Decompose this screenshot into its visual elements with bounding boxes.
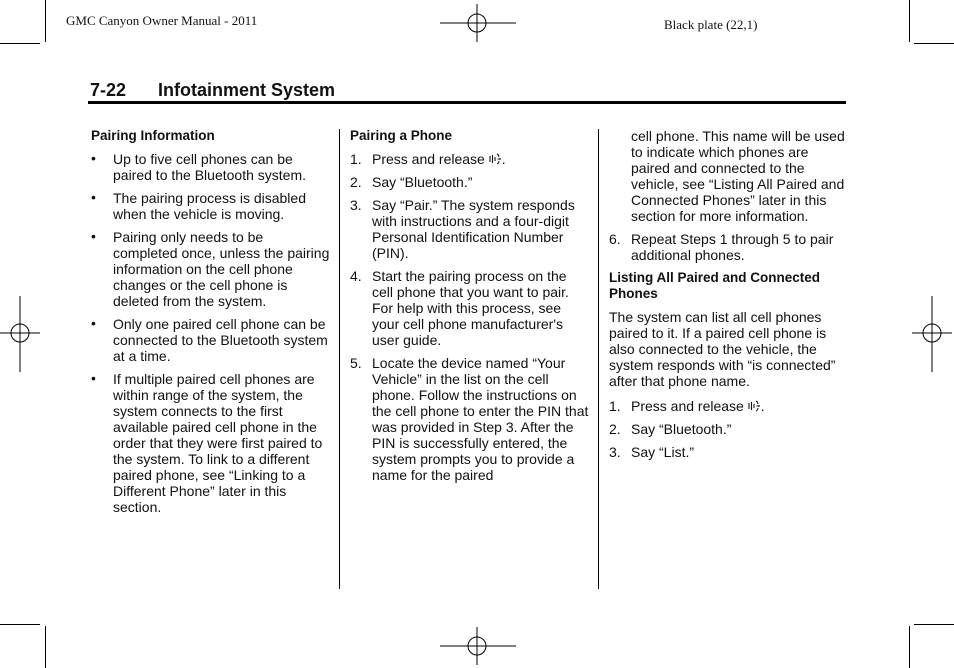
step-text: Say “Bluetooth.” [372, 174, 473, 190]
list-item-text: If multiple paired cell phones are within range of the system, the system connects to the first available paired cell phone in the order that they were first paired to the system. To link to a different paired phone, see “Linking to a Different Phone” later in this section. [113, 371, 323, 515]
bullet: • [91, 370, 96, 386]
crop-mark [45, 0, 46, 42]
step-number: 3. [609, 444, 621, 460]
voice-recognition-icon [489, 152, 502, 166]
step-text-end: . [760, 398, 765, 414]
step-item [609, 398, 849, 414]
registration-mark-icon [912, 296, 952, 372]
voice-recognition-icon [748, 399, 761, 413]
column-2 [350, 128, 590, 490]
step-text: Locate the device named “Your Vehicle” in the list on the cell phone. Follow the instructions on the cell phone to enter the PIN that was provided in Step 3. After the PIN is successfully entered, the system prompts you to provide a name for the paired [372, 355, 589, 483]
list-item [91, 229, 331, 309]
step-text: Say “Pair.” The system responds with instructions and a four-digit Personal Identification Number (PIN). [372, 197, 575, 261]
step-item [350, 355, 590, 483]
crop-mark [0, 624, 40, 625]
registration-mark-icon [440, 627, 516, 665]
crop-mark [909, 626, 910, 668]
step-number: 1. [609, 398, 621, 414]
crop-mark [914, 43, 954, 44]
crop-mark [909, 0, 910, 42]
listing-steps-list [609, 398, 849, 460]
step-item [350, 174, 590, 190]
step-number: 1. [350, 151, 362, 167]
pairing-information-heading: Pairing Information [91, 128, 215, 143]
pairing-a-phone-heading: Pairing a Phone [350, 128, 453, 143]
manual-title: GMC Canyon Owner Manual - 2011 [66, 13, 258, 28]
crop-mark [45, 626, 46, 668]
step-item [609, 444, 849, 460]
step-number: 3. [350, 197, 362, 213]
step-item [350, 268, 590, 348]
pairing-info-list [91, 151, 331, 515]
column-3 [609, 128, 849, 467]
pairing-steps-list-continued [609, 231, 849, 263]
column-divider [598, 129, 599, 589]
step-text: Start the pairing process on the cell phone that you want to pair. For help with this process, see your cell phone manufacturer's user guide. [372, 268, 569, 348]
list-item [91, 316, 331, 364]
bullet: • [91, 315, 96, 331]
bullet: • [91, 150, 96, 166]
step-text: Press and release [372, 151, 489, 167]
crop-mark [0, 43, 40, 44]
header-rule [88, 101, 846, 104]
crop-mark [914, 624, 954, 625]
pairing-steps-list [350, 151, 590, 483]
column-1 [91, 128, 331, 522]
step-continuation: cell phone. This name will be used to indicate which phones are paired and connected to the vehicle, see “Listing All Paired and Connected Phones” later in this section for more information. [631, 128, 845, 224]
plate-label: Black plate (22,1) [664, 17, 758, 32]
list-item-text: The pairing process is disabled when the vehicle is moving. [113, 190, 306, 222]
step-item [609, 421, 849, 437]
list-item-text: Up to five cell phones can be paired to the Bluetooth system. [113, 151, 306, 183]
step-text-end: . [501, 151, 506, 167]
list-item [91, 151, 331, 183]
step-item [350, 197, 590, 261]
column-divider [339, 129, 340, 589]
listing-phones-heading: Listing All Paired and Connected Phones [609, 270, 821, 301]
section-title: Infotainment System [158, 80, 336, 100]
listing-phones-paragraph: The system can list all cell phones paired to it. If a paired cell phone is also connected to the vehicle, the system responds with “is connected” after that phone name. [609, 309, 836, 389]
list-item [91, 190, 331, 222]
list-item-text: Only one paired cell phone can be connected to the Bluetooth system at a time. [113, 316, 328, 364]
step-number: 4. [350, 268, 362, 284]
list-item-text: Pairing only needs to be completed once, unless the pairing information on the cell phone changes or the cell phone is deleted from the system. [113, 229, 330, 309]
step-number: 5. [350, 355, 362, 371]
page-number: 7-22 [90, 80, 127, 100]
bullet: • [91, 189, 96, 205]
step-number: 2. [609, 421, 621, 437]
step-text: Say “List.” [631, 444, 695, 460]
step-item [350, 151, 590, 167]
step-number: 6. [609, 231, 621, 247]
step-text: Say “Bluetooth.” [631, 421, 732, 437]
step-text: Repeat Steps 1 through 5 to pair additional phones. [631, 231, 834, 263]
registration-mark-icon [0, 296, 40, 372]
list-item [91, 371, 331, 515]
step-item [609, 231, 849, 263]
bullet: • [91, 228, 96, 244]
step-text: Press and release [631, 398, 748, 414]
step-number: 2. [350, 174, 362, 190]
registration-mark-icon [440, 4, 516, 42]
